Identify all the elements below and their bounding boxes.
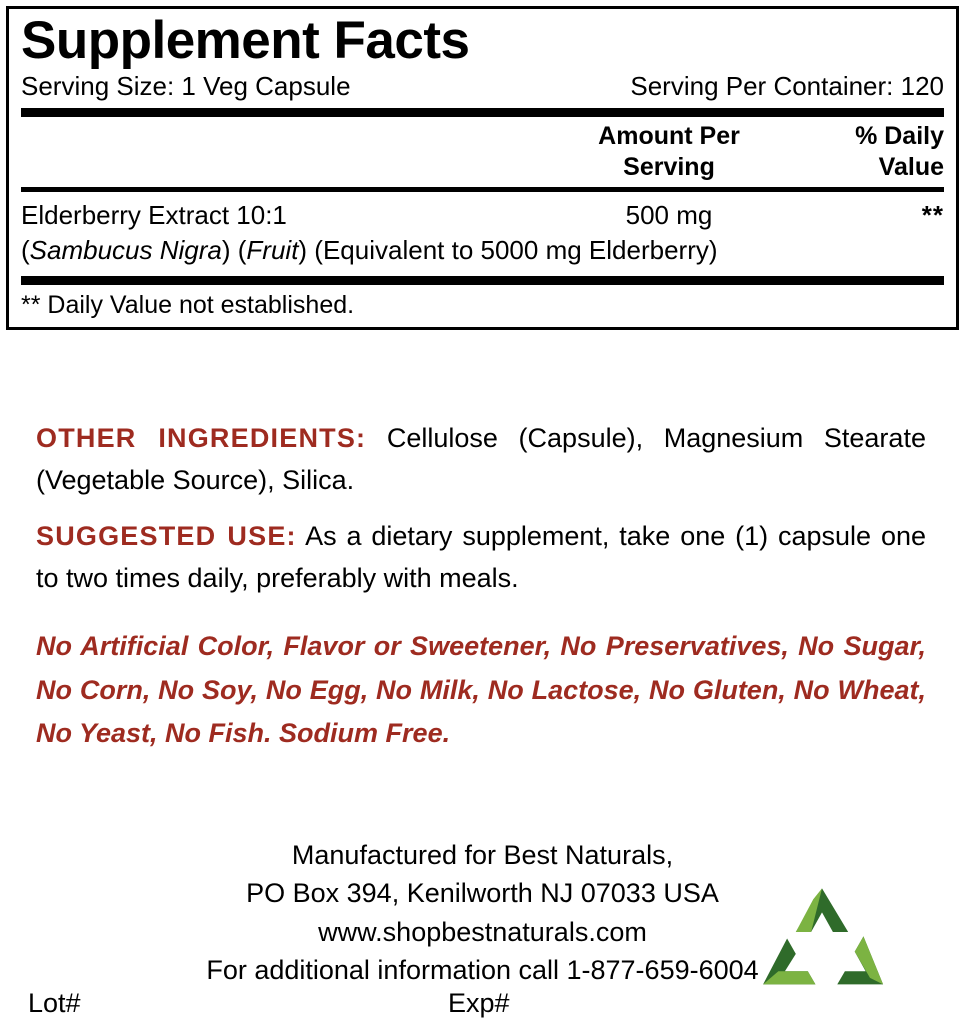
ingredient-amount: 500 mg <box>625 200 713 231</box>
ingredient-subline: (Sambucus Nigra) (Fruit) (Equivalent to 5000 mg Elderberry) <box>21 235 718 266</box>
divider-thick-top <box>21 108 944 117</box>
manufacturer-line: Manufactured for Best Naturals, <box>291 840 674 870</box>
serving-info-row <box>21 71 944 106</box>
lot-label: Lot# <box>28 988 81 1018</box>
lot-exp-row <box>28 988 728 1019</box>
supplement-facts-title: Supplement Facts <box>21 11 470 70</box>
ingredient-name: Elderberry Extract 10:1 <box>21 200 287 231</box>
free-from-claims: No Artificial Color, Flavor or Sweetener, No Preservatives, No Sugar, No Corn, No Soy, No Egg, No Milk, No Lactose, No Gluten, No Wheat, No Yeast, No Fish. Sodium Free. <box>36 631 926 748</box>
amount-per-serving-header <box>519 121 819 184</box>
amount-per-serving-line1: Amount Per <box>598 121 740 150</box>
daily-value-header <box>819 121 944 184</box>
daily-value-footnote: ** Daily Value not established. <box>21 290 355 319</box>
other-ingredients-text: Cellulose (Capsule), Magnesium Stearate (Vegetable Source), Silica. <box>36 423 926 495</box>
supplement-facts-panel <box>6 6 959 330</box>
ingredient-daily-value: ** <box>921 200 944 231</box>
daily-value-line1: % Daily <box>855 121 944 150</box>
servings-per-container: Serving Per Container: 120 <box>630 70 944 101</box>
suggested-use-heading: SUGGESTED USE: <box>36 520 297 551</box>
manufacturer-website: www.shopbestnaturals.com <box>318 916 647 947</box>
serving-size: Serving Size: 1 Veg Capsule <box>21 70 351 101</box>
ingredient-row <box>21 192 944 273</box>
suggested-use-text: As a dietary supplement, take one (1) capsule one to two times daily, preferably with meals. <box>36 520 926 593</box>
recycle-icon <box>752 884 892 1004</box>
divider-thick-bottom <box>21 276 944 285</box>
amount-per-serving-line2: Serving <box>623 153 715 182</box>
other-ingredients-paragraph <box>36 418 926 502</box>
manufacturer-phone: For additional information call 1-877-659-6004 <box>206 954 759 985</box>
column-headers <box>21 117 944 188</box>
other-ingredients-heading: OTHER INGREDIENTS: <box>36 423 367 453</box>
manufacturer-address: PO Box 394, Kenilworth NJ 07033 USA <box>246 878 719 909</box>
exp-label: Exp# <box>448 988 510 1018</box>
label-body-copy <box>36 418 926 782</box>
suggested-use-paragraph <box>36 516 926 600</box>
daily-value-line2: Value <box>878 153 944 182</box>
